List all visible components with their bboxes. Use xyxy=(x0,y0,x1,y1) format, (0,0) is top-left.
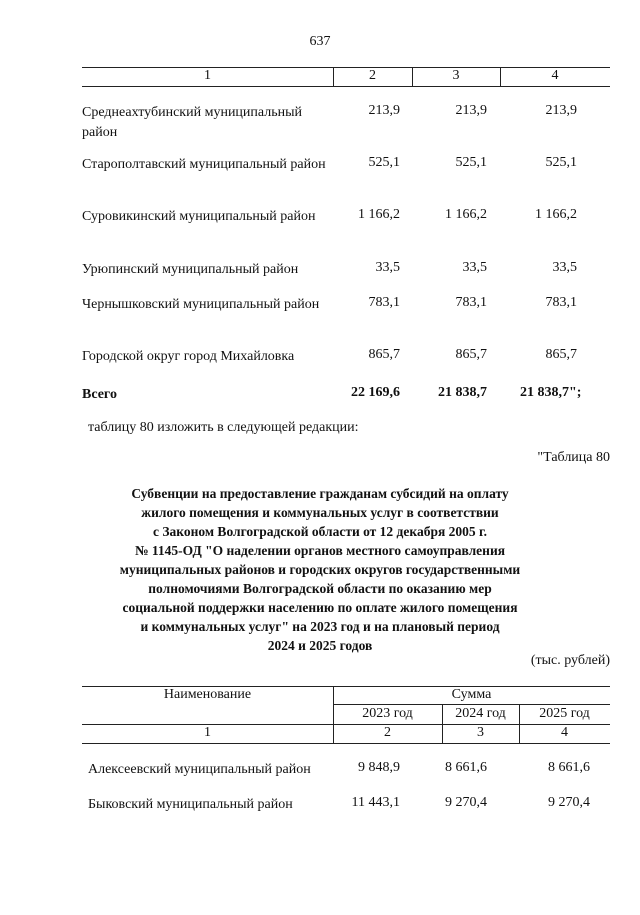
title-line: с Законом Волгоградской области от 12 декабря 2005 г. xyxy=(153,524,487,539)
page-number: 637 xyxy=(309,34,331,49)
row-name: Среднеахтубинский муниципальный район xyxy=(82,105,303,140)
table2-colnum-1: 1 xyxy=(204,725,211,740)
table2-colnum-4: 4 xyxy=(561,725,568,740)
title-line: 2024 и 2025 годов xyxy=(267,638,373,653)
row-name: Быковский муниципальный район xyxy=(88,797,293,812)
table2-year-2023: 2023 год xyxy=(362,706,413,721)
title-line: муниципальных районов и городских округов государственными xyxy=(119,562,521,577)
total-value-2025: 21 838,7"; xyxy=(520,385,582,400)
row-name: Чернышковский муниципальный район xyxy=(82,297,320,312)
row-name: Городской округ город Михайловка xyxy=(82,349,295,364)
row-value-2023: 1 166,2 xyxy=(358,207,400,222)
row-value-2025: 8 661,6 xyxy=(548,760,590,775)
units-label: (тыс. рублей) xyxy=(530,653,610,668)
row-value-2023: 11 443,1 xyxy=(351,795,400,810)
table2-colnum-2: 2 xyxy=(384,725,391,740)
table1-header-bottom-border xyxy=(82,86,610,87)
row-value-2025: 525,1 xyxy=(545,155,577,170)
row-value-2023: 865,7 xyxy=(368,347,400,362)
row-value-2023: 9 848,9 xyxy=(358,760,400,775)
title-line: № 1145-ОД "О наделении органов местного самоуправления xyxy=(134,543,506,558)
table1-col-header-1: 1 xyxy=(204,68,211,83)
row-value-2024: 213,9 xyxy=(455,103,487,118)
row-value-2023: 33,5 xyxy=(375,260,400,275)
row-value-2023: 525,1 xyxy=(368,155,400,170)
title-line: полномочиями Волгоградской области по оказанию мер xyxy=(148,581,492,596)
row-value-2025: 783,1 xyxy=(545,295,577,310)
table2-year-2025: 2025 год xyxy=(539,706,590,721)
instruction-text: таблицу 80 изложить в следующей редакции: xyxy=(88,420,359,435)
table2-header-sum: Сумма xyxy=(451,687,492,702)
title-line: и коммунальных услуг" на 2023 год и на плановый период xyxy=(140,619,500,634)
table1-col-header-3: 3 xyxy=(452,68,460,83)
row-value-2024: 525,1 xyxy=(455,155,487,170)
total-value-2023: 22 169,6 xyxy=(351,385,400,400)
row-value-2024: 1 166,2 xyxy=(445,207,487,222)
total-label: Всего xyxy=(82,387,117,402)
table-label: "Таблица 80 xyxy=(537,450,610,465)
row-value-2025: 213,9 xyxy=(545,103,577,118)
total-value-2024: 21 838,7 xyxy=(438,385,487,400)
row-value-2025: 1 166,2 xyxy=(535,207,577,222)
row-value-2025: 865,7 xyxy=(545,347,577,362)
title-line: Субвенции на предоставление гражданам субсидий на оплату xyxy=(131,486,509,501)
table2-colnum-3: 3 xyxy=(477,725,484,740)
row-value-2023: 783,1 xyxy=(368,295,400,310)
title-line: жилого помещения и коммунальных услуг в соответствии xyxy=(141,505,499,520)
row-value-2025: 9 270,4 xyxy=(548,795,590,810)
table1-col-header-2: 2 xyxy=(369,68,376,83)
row-name: Старополтавский муниципальный район xyxy=(82,157,326,172)
table1-col-header-4: 4 xyxy=(551,68,559,83)
table2-year-2024: 2024 год xyxy=(455,706,506,721)
table2-sum-underline xyxy=(333,704,610,705)
row-value-2025: 33,5 xyxy=(552,260,577,275)
row-name: Урюпинский муниципальный район xyxy=(82,262,299,277)
row-value-2024: 8 661,6 xyxy=(445,760,487,775)
table-title xyxy=(110,484,530,655)
row-name: Суровикинский муниципальный район xyxy=(82,209,316,224)
row-value-2024: 783,1 xyxy=(455,295,487,310)
row-value-2023: 213,9 xyxy=(368,103,400,118)
row-value-2024: 865,7 xyxy=(455,347,487,362)
row-value-2024: 33,5 xyxy=(462,260,487,275)
table2-header-name: Наименование xyxy=(163,687,252,702)
table2-colnum-bottom-border xyxy=(82,743,610,744)
row-value-2024: 9 270,4 xyxy=(445,795,487,810)
title-line: социальной поддержки населению по оплате жилого помещения xyxy=(122,600,518,615)
row-name: Алексеевский муниципальный район xyxy=(88,762,311,777)
